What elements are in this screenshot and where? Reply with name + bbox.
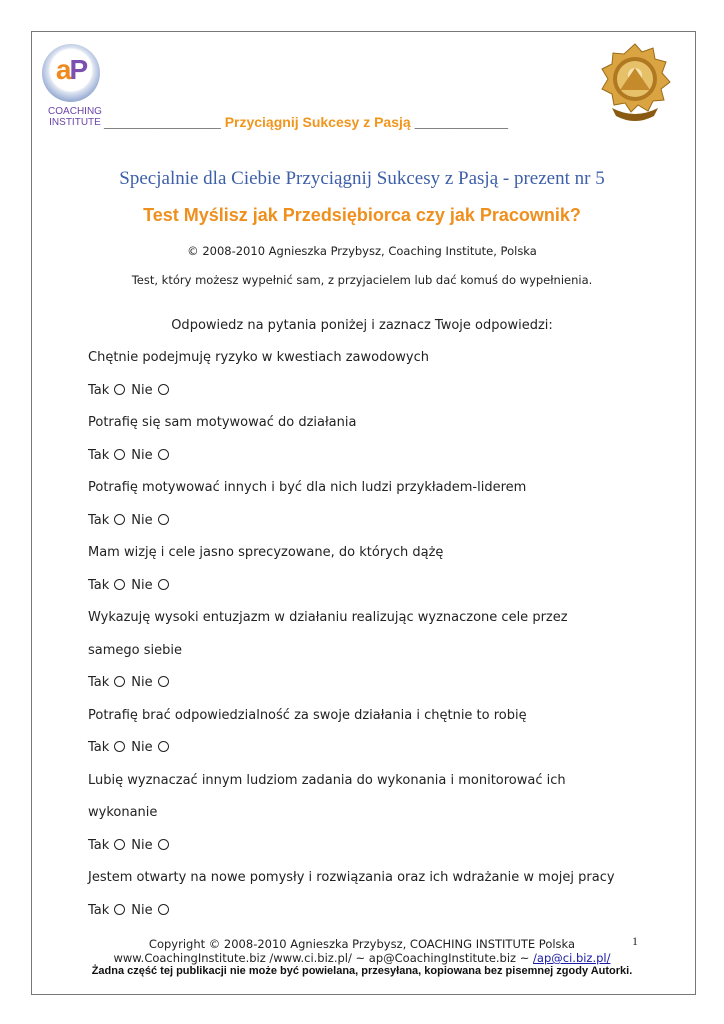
footer-copyright: Copyright © 2008-2010 Agnieszka Przybysz, COACHING INSTITUTE Polska — [148, 937, 576, 951]
yes-radio[interactable] — [114, 384, 125, 395]
answer-row — [88, 740, 175, 755]
yes-radio[interactable] — [114, 449, 125, 460]
document-subtitle: Specjalnie dla Ciebie Przyciągnij Sukcesy z Pasją - prezent nr 5 — [119, 168, 605, 189]
no-radio[interactable] — [158, 514, 169, 525]
yes-radio[interactable] — [114, 579, 125, 590]
document-title: Test Myślisz jak Przedsiębiorca czy jak Pracownik? — [143, 205, 581, 225]
instruction-text: Odpowiedz na pytania poniżej i zaznacz Twoje odpowiedzi: — [171, 318, 553, 333]
yes-radio[interactable] — [114, 514, 125, 525]
coaching-institute-logo — [40, 44, 104, 128]
no-label: Nie — [131, 382, 153, 398]
question-text: Mam wizję i cele jasno sprecyzowane, do których dążę — [88, 545, 444, 560]
no-radio[interactable] — [158, 839, 169, 850]
logo-letters — [40, 54, 102, 86]
answer-row — [88, 513, 175, 528]
logo-name-line-2: INSTITUTE — [49, 117, 101, 128]
yes-label: Tak — [88, 577, 110, 593]
header-underline-left: _______________ — [104, 114, 225, 130]
question-text: Wykazuję wysoki entuzjazm w działaniu realizując wyznaczone cele przez — [88, 610, 568, 625]
header-underline-right: ____________ — [410, 114, 509, 130]
no-radio[interactable] — [158, 384, 169, 395]
yes-label: Tak — [88, 382, 110, 398]
no-label: Nie — [131, 447, 153, 463]
no-label: Nie — [131, 512, 153, 528]
no-label: Nie — [131, 902, 153, 918]
gold-seal-badge-icon — [598, 42, 672, 124]
footer-link[interactable]: /ap@ci.biz.pl/ — [533, 951, 611, 965]
logo-letter-a: a — [55, 54, 70, 85]
page-number: 1 — [632, 934, 638, 948]
logo-name-line-1: COACHING — [48, 106, 102, 117]
no-radio[interactable] — [158, 741, 169, 752]
footer-notice: Żadna część tej publikacji nie może być powielana, przesyłana, kopiowana bez pisemnej zgody Autorki. — [91, 965, 633, 977]
question-text: Chętnie podejmuję ryzyko w kwestiach zawodowych — [88, 350, 429, 365]
no-label: Nie — [131, 675, 153, 690]
yes-label: Tak — [88, 740, 110, 755]
yes-label: Tak — [88, 512, 110, 528]
answer-row — [88, 903, 175, 918]
header-slogan-line — [104, 114, 508, 130]
answer-row — [88, 578, 175, 593]
question-text: Potrafię się sam motywować do działania — [88, 415, 357, 430]
footer-links — [0, 951, 724, 965]
header-slogan: Przyciągnij Sukcesy z Pasją — [224, 114, 411, 130]
answer-row — [88, 383, 175, 398]
no-radio[interactable] — [158, 579, 169, 590]
no-radio[interactable] — [158, 904, 169, 915]
yes-radio[interactable] — [114, 839, 125, 850]
question-text: Potrafię motywować innych i być dla nich ludzi przykładem-liderem — [88, 480, 527, 495]
yes-label: Tak — [88, 837, 110, 853]
answer-row — [88, 675, 175, 690]
question-text-continued: samego siebie — [88, 642, 182, 658]
question-text: Potrafię brać odpowiedzialność za swoje działania i chętnie to robię — [88, 707, 527, 723]
yes-radio[interactable] — [114, 741, 125, 752]
yes-label: Tak — [88, 675, 110, 690]
yes-label: Tak — [88, 447, 110, 463]
yes-label: Tak — [88, 902, 110, 918]
no-label: Nie — [131, 740, 153, 755]
question-text: Jestem otwarty na nowe pomysły i rozwiązania oraz ich wdrażanie w mojej pracy — [88, 870, 615, 885]
no-radio[interactable] — [158, 676, 169, 687]
question-text: Lubię wyznaczać innym ludziom zadania do wykonania i monitorować ich — [88, 772, 566, 788]
answer-row — [88, 448, 175, 463]
copyright-line: © 2008-2010 Agnieszka Przybysz, Coaching Institute, Polska — [187, 244, 537, 258]
logo-letter-p: P — [69, 54, 87, 85]
yes-radio[interactable] — [114, 676, 125, 687]
no-radio[interactable] — [158, 449, 169, 460]
logo-name — [40, 106, 110, 128]
test-note: Test, który możesz wypełnić sam, z przyjacielem lub dać komuś do wypełnienia. — [131, 273, 593, 287]
no-label: Nie — [131, 837, 153, 853]
question-text-continued: wykonanie — [88, 805, 158, 820]
answer-row — [88, 838, 175, 853]
no-label: Nie — [131, 577, 153, 593]
footer-contact-text: www.CoachingInstitute.biz /www.ci.biz.pl/ ~ ap@CoachingInstitute.biz ~ — [113, 951, 534, 965]
yes-radio[interactable] — [114, 904, 125, 915]
